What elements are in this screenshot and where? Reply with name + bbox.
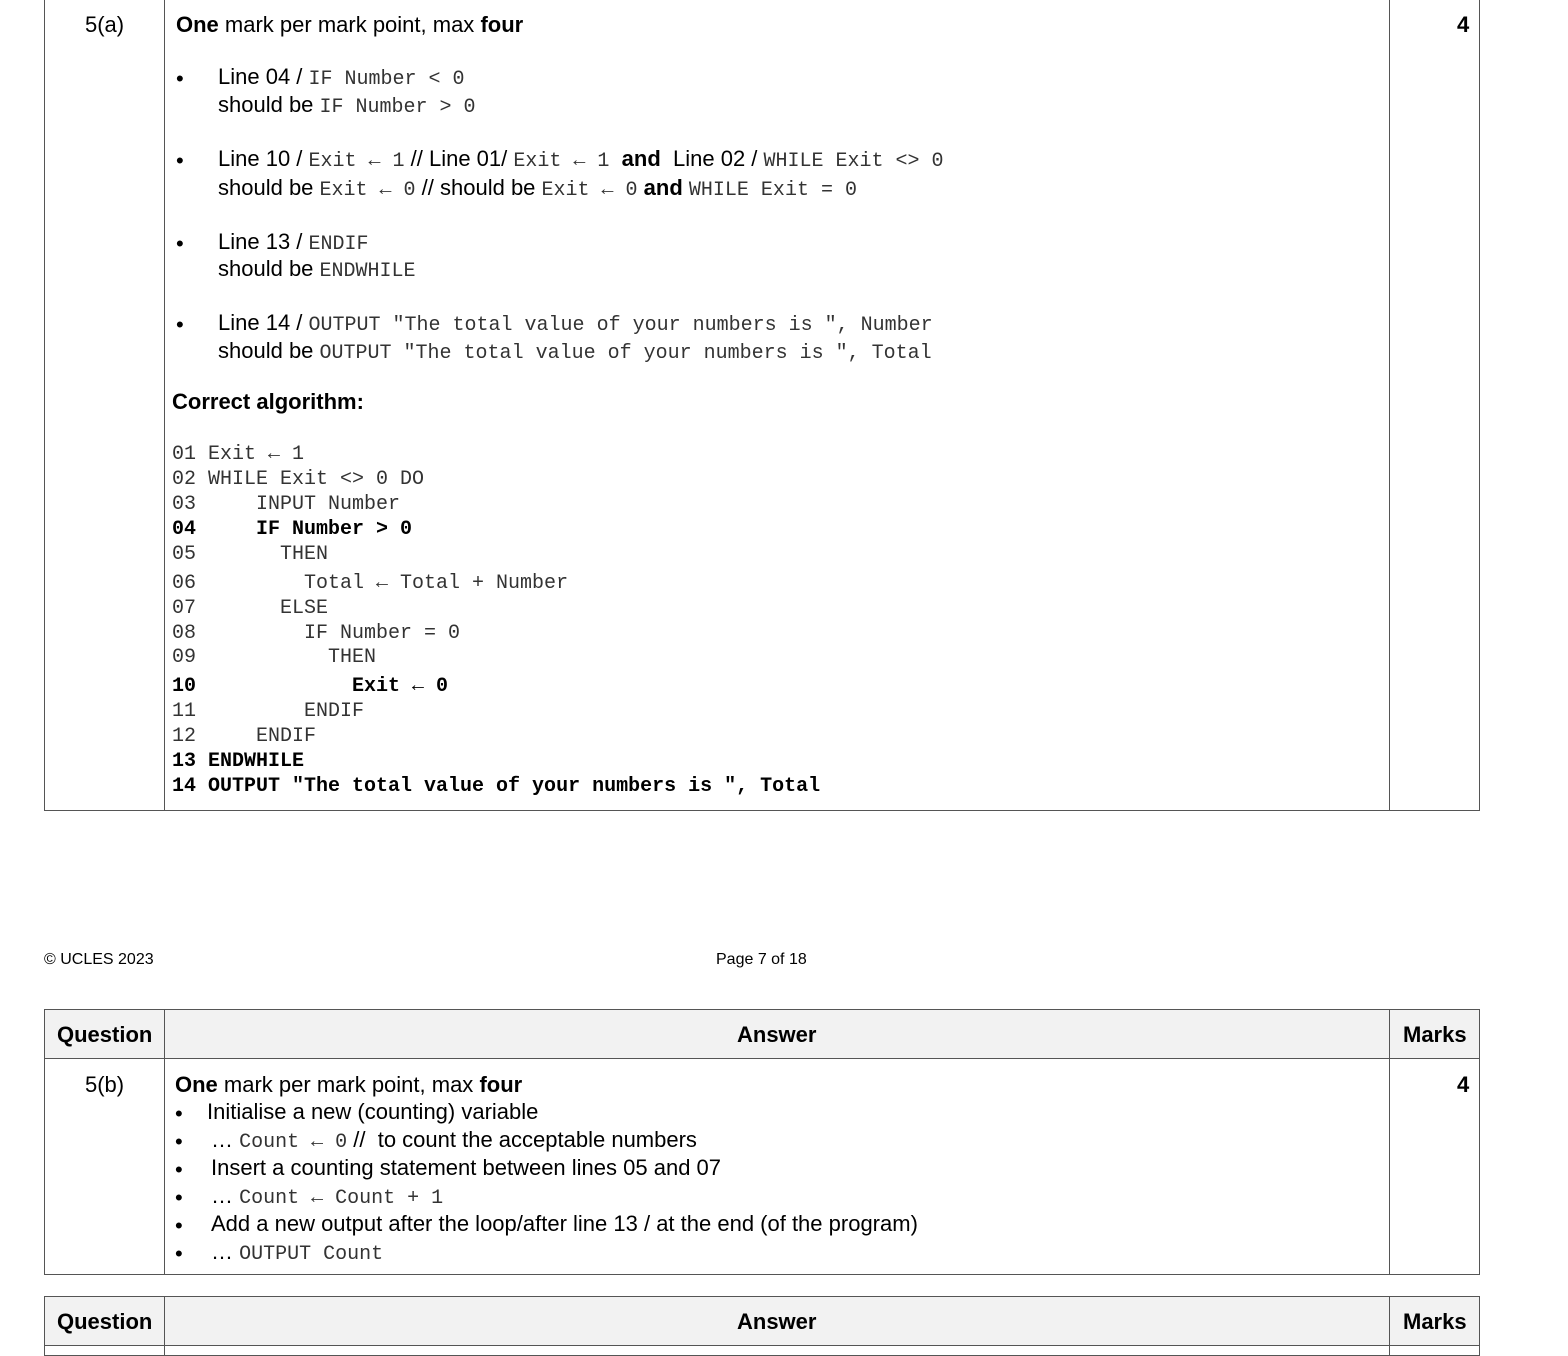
header-marks: Marks — [1403, 1309, 1467, 1334]
algorithm-line-corrected: 13 ENDWHILE — [172, 750, 305, 773]
question-number: 5(a) — [85, 12, 125, 37]
mark-point-2-correction: should be Exit ← 0 // should be Exit ← 0 and WHILE Exit = 0 — [218, 175, 857, 202]
mark-point-3-line: Line 13 / ENDIF — [218, 229, 369, 256]
mark-scheme-intro: One mark per mark point, max four — [175, 1072, 523, 1097]
mark-point-4-line: Line 14 / OUTPUT "The total value of your numbers is ", Number — [218, 310, 933, 337]
algorithm-line: 08 IF Number = 0 — [172, 622, 461, 645]
marks-value: 4 — [1457, 12, 1470, 37]
algorithm-line: 09 THEN — [172, 646, 377, 669]
bullet: • — [176, 231, 184, 256]
algorithm-line-corrected: 10 Exit ← 0 — [172, 675, 449, 698]
copyright-notice: © UCLES 2023 — [44, 951, 154, 968]
algorithm-line-corrected: 14 OUTPUT "The total value of your numbers is ", Total — [172, 775, 821, 798]
mark-scheme-intro: One mark per mark point, max four — [176, 12, 524, 37]
mark-point-6: … OUTPUT Count — [211, 1239, 384, 1266]
mark-point-1: Initialise a new (counting) variable — [207, 1099, 539, 1124]
algorithm-line: 12 ENDIF — [172, 725, 317, 748]
header-marks: Marks — [1403, 1022, 1467, 1047]
mark-point-2: … Count ← 0 // to count the acceptable numbers — [211, 1127, 697, 1154]
bullet: • — [176, 148, 184, 173]
bullet: • — [176, 312, 184, 337]
algorithm-line: 03 INPUT Number — [172, 493, 401, 516]
answer-table-5b — [44, 1009, 1480, 1275]
correct-algorithm-heading: Correct algorithm: — [172, 389, 364, 414]
bullet: • — [175, 1101, 183, 1126]
bullet: • — [175, 1157, 183, 1182]
bullet: • — [176, 66, 184, 91]
algorithm-line: 07 ELSE — [172, 597, 329, 620]
bullet: • — [175, 1185, 183, 1210]
column-divider — [164, 1010, 165, 1274]
mark-point-1-correction: should be IF Number > 0 — [218, 92, 476, 119]
header-question: Question — [57, 1022, 153, 1047]
question-number: 5(b) — [85, 1072, 125, 1097]
algorithm-line: 06 Total ← Total + Number — [172, 572, 569, 595]
column-divider — [1389, 0, 1390, 810]
algorithm-line: 11 ENDIF — [172, 700, 365, 723]
bullet: • — [175, 1241, 183, 1266]
algorithm-line-corrected: 04 IF Number > 0 — [172, 518, 413, 541]
header-answer: Answer — [737, 1022, 817, 1047]
mark-point-1-line: Line 04 / IF Number < 0 — [218, 64, 465, 91]
column-divider — [1389, 1297, 1390, 1355]
mark-point-3-correction: should be ENDWHILE — [218, 256, 416, 283]
bullet: • — [175, 1213, 183, 1238]
bullet: • — [175, 1129, 183, 1154]
header-answer: Answer — [737, 1309, 817, 1334]
column-divider — [164, 1297, 165, 1355]
column-divider — [1389, 1010, 1390, 1274]
answer-table-next — [44, 1296, 1480, 1356]
page-number: Page 7 of 18 — [716, 951, 807, 968]
mark-point-3: Insert a counting statement between lines 05 and 07 — [211, 1155, 722, 1180]
algorithm-line: 01 Exit ← 1 — [172, 443, 305, 466]
header-question: Question — [57, 1309, 153, 1334]
algorithm-line: 02 WHILE Exit <> 0 DO — [172, 468, 425, 491]
column-divider — [164, 0, 165, 810]
mark-point-2-line: Line 10 / Exit ← 1 // Line 01/ Exit ← 1 and Line 02 / WHILE Exit <> 0 — [218, 146, 944, 173]
marks-value: 4 — [1457, 1072, 1470, 1097]
mark-point-5: Add a new output after the loop/after line 13 / at the end (of the program) — [211, 1211, 918, 1236]
mark-point-4: … Count ← Count + 1 — [211, 1183, 444, 1210]
mark-point-4-correction: should be OUTPUT "The total value of your numbers is ", Total — [218, 338, 932, 365]
answer-table-5a — [44, 0, 1480, 811]
algorithm-line: 05 THEN — [172, 543, 329, 566]
